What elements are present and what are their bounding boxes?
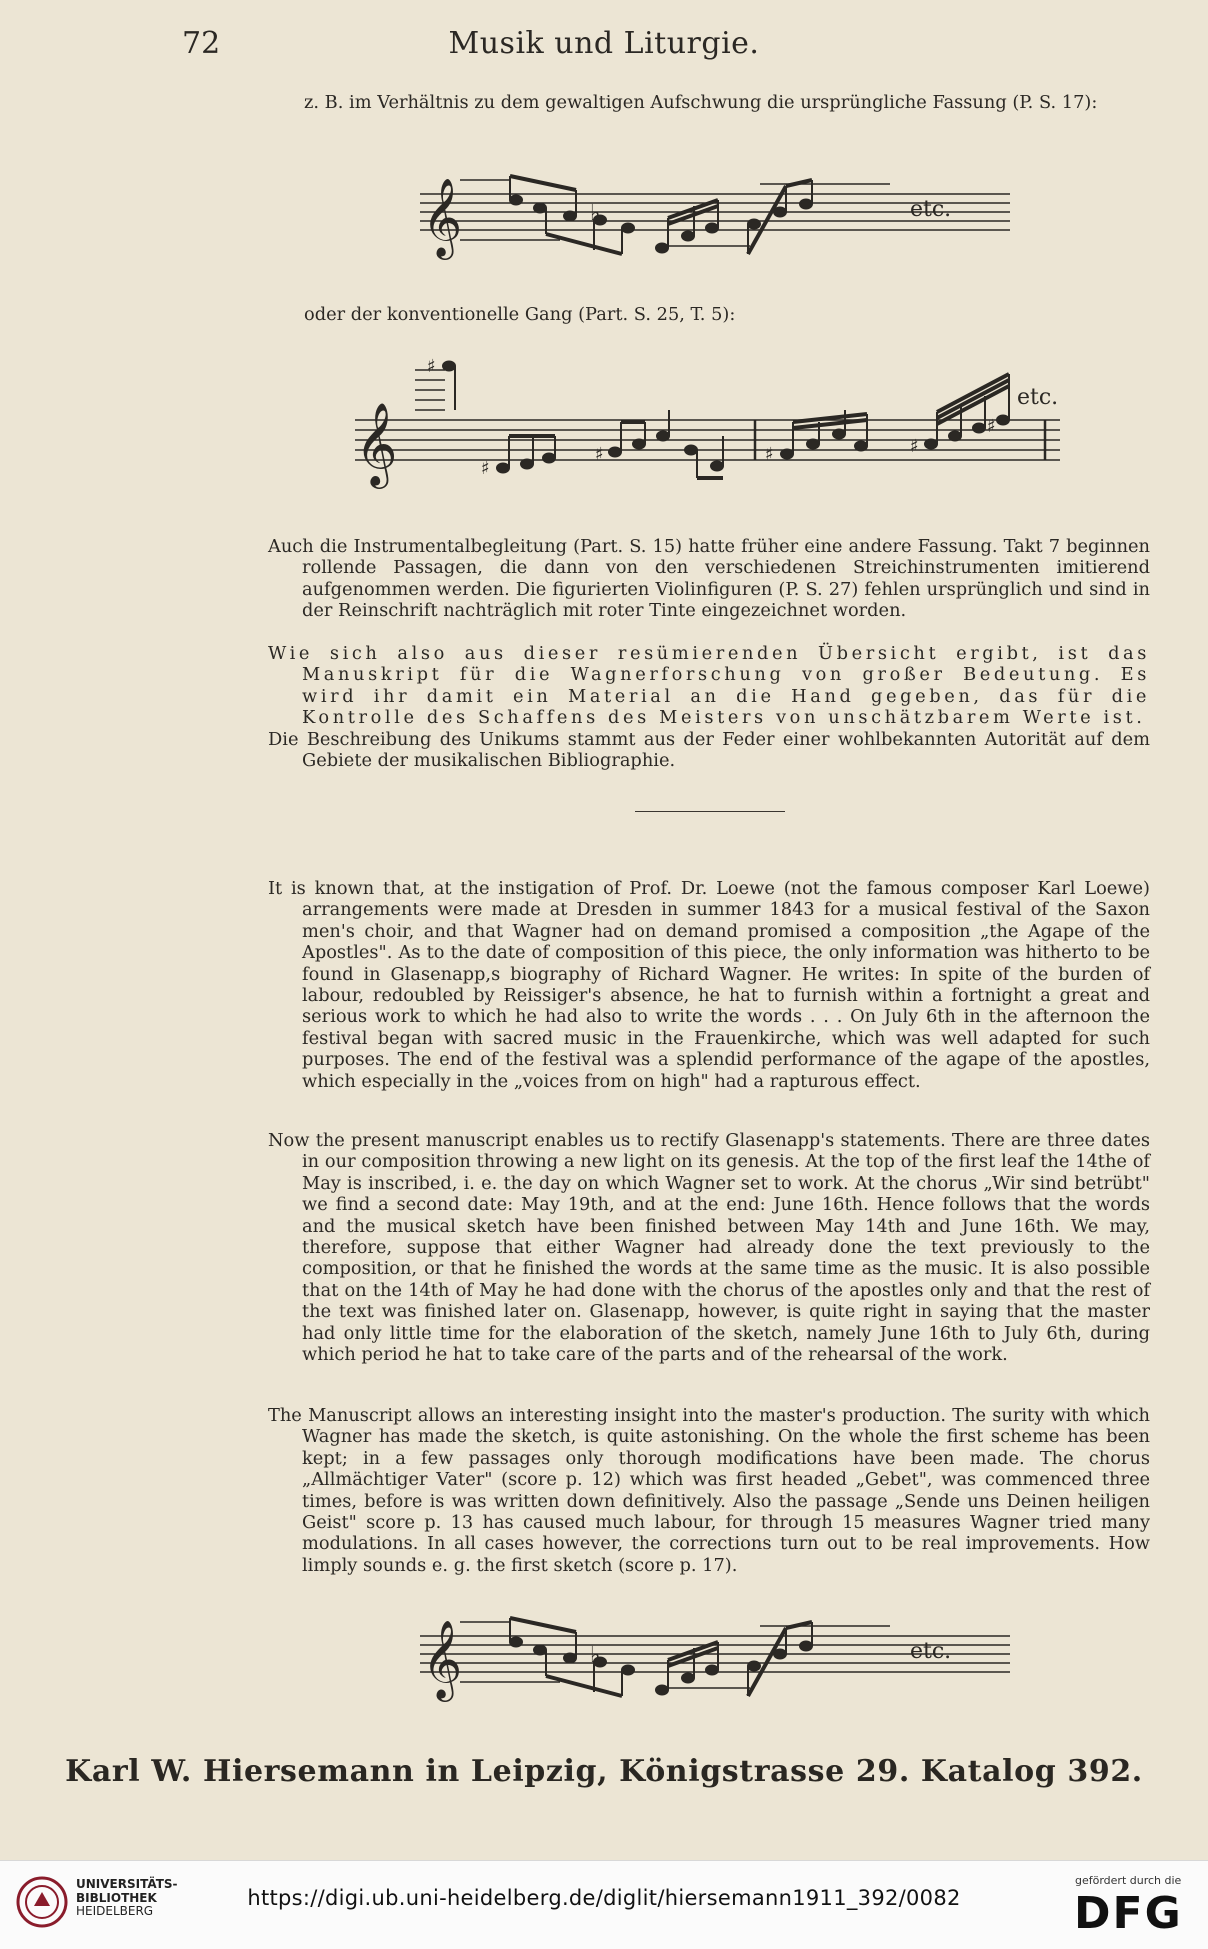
svg-text:♯: ♯ xyxy=(910,436,919,457)
svg-text:♯: ♯ xyxy=(481,458,490,479)
paragraph-intro: z. B. im Verhältnis zu dem gewaltigen Aufschwung die ursprüngliche Fassung (P. S. 17): xyxy=(304,92,1098,113)
permalink-url[interactable]: https://digi.ub.uni-heidelberg.de/diglit/hiersemann1911_392/0082 xyxy=(247,1886,961,1910)
svg-text:♯: ♯ xyxy=(987,416,996,437)
svg-text:♯: ♯ xyxy=(765,444,774,465)
running-title: Musik und Liturgie. xyxy=(448,26,760,61)
svg-text:𝄞: 𝄞 xyxy=(355,401,398,485)
paragraph-english-3: The Manuscript allows an interesting insight into the master's production. The surity with which Wagner has made the sketch, is quite astonishing. On the whole the first scheme has been kept; in a few passages only thorough modifications have been made. The chorus „Allmächtiger Vater" (score p. 12) which was first headed „Gebet", was commenced three times, before is was written down definitively. Also the passage „Sende uns Deinen heiligen Geist" score p. 13 has caused much labour, for through 15 measures Wagner tried many modulations. In all cases however, the corrections turn out to be real improvements. How limply sounds e. g. the first sketch (score p. 17). xyxy=(268,1405,1150,1576)
svg-text:♭: ♭ xyxy=(590,201,601,226)
etc-label: etc. xyxy=(910,197,952,222)
svg-text:♯: ♯ xyxy=(595,444,604,465)
svg-text:♭: ♭ xyxy=(590,1643,601,1668)
funder-caption: gefördert durch die xyxy=(1075,1874,1182,1887)
paragraph-accompaniment: Auch die Instrumentalbegleitung (Part. S. 15) hatte früher eine andere Fassung. Takt 7 beginnen rollende Passagen, die dann von den verschiedenen Streichinstrumenten imitierend aufgenommen werden. Die figurierten Violinfiguren (P. S. 27) fehlen ursprünglich und sind in der Reinschrift nachträglich mit roter Tinte eingezeichnet worden. xyxy=(268,536,1150,622)
music-example-conventional xyxy=(355,350,1065,500)
catalog-footer-line: Karl W. Hiersemann in Leipzig, Königstrasse 29. Katalog 392. xyxy=(65,1754,1143,1789)
paragraph-english-1: It is known that, at the instigation of Prof. Dr. Loewe (not the famous composer Karl Loewe) arrangements were made at Dresden in summer 1843 for a musical festival of the Saxon men's choir, and that Wagner had on demand promised a composition „the Agape of the Apostles". As to the date of composition of this piece, the only information was hitherto to be found in Glasenapp,s biography of Richard Wagner. He writes: In spite of the burden of labour, redoubled by Reissiger's absence, he hat to furnish within a fortnight a great and serious work to which he had also to write the words . . . On July 6th in the afternoon the festival began with sacred music in the Frauenkirche, which was well adapted for such purposes. The end of the festival was a splendid performance of the agape of the apostles, which especially in the „voices from on high" had a rapturous effect. xyxy=(268,878,1150,1092)
etc-label: etc. xyxy=(910,1639,952,1664)
svg-text:♯: ♯ xyxy=(427,356,436,377)
page-number: 72 xyxy=(182,26,221,61)
paragraph-summary: Wie sich also aus dieser resümierenden Übersicht ergibt, ist das Manuskript für die Wagnerforschung von großer Bedeutung. Es wird ihr damit ein Material an die Hand gegeben, das für die Kontrolle des Schaffens des Meisters von unschätzbarem Werte ist. xyxy=(268,643,1150,729)
paragraph-description: Die Beschreibung des Unikums stammt aus der Feder einer wohlbekannten Autorität auf dem Gebiete der musikalischen Bibliographie. xyxy=(268,729,1150,772)
section-divider xyxy=(635,811,785,812)
institution-name: UNIVERSITÄTS- BIBLIOTHEK HEIDELBERG xyxy=(76,1877,178,1918)
dfg-logo-icon: DFG xyxy=(1074,1888,1183,1939)
music-example-first-sketch xyxy=(420,1612,1010,1712)
treble-clef-icon: 𝄞 xyxy=(422,178,463,257)
music-example-original xyxy=(420,170,1010,270)
paragraph-conventional: oder der konventionelle Gang (Part. S. 25, T. 5): xyxy=(304,304,736,325)
paragraph-english-2: Now the present manuscript enables us to rectify Glasenapp's statements. There are three dates in our composition throwing a new light on its genesis. At the top of the first leaf the 14the of May is inscribed, i. e. the day on which Wagner set to work. At the chorus „Wir sind betrübt" we find a second date: May 19th, and at the end: June 16th. Hence follows that the words and the musical sketch have been finished between May 14th and June 16th. We may, therefore, suppose that either Wagner had already done the text previously to the composition, or that he finished the words at the same time as the music. It is also possible that on the 14th of May he had done with the chorus of the apostles only and that the rest of the text was finished later on. Glasenapp, however, is quite right in saying that the master had only little time for the elaboration of the sketch, namely June 16th to July 6th, during which period he hat to take care of the parts and of the rehearsal of the work. xyxy=(268,1130,1150,1366)
svg-text:𝄞: 𝄞 xyxy=(422,1620,463,1699)
etc-label: etc. xyxy=(1017,385,1059,410)
